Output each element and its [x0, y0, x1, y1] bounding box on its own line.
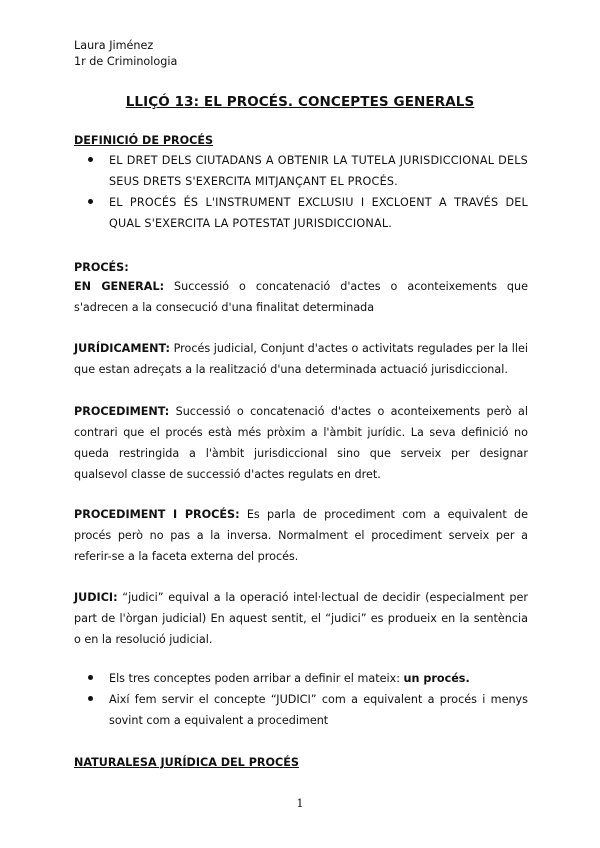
list-item: [74, 689, 528, 731]
page-title: LLIÇÓ 13: EL PROCÉS. CONCEPTES GENERALS: [125, 94, 475, 110]
bullet-text: EL DRET DELS CIUTADANS A OBTENIR LA TUTELA JURISDICCIONAL DELS SEUS DRETS S'EXERCITA MITJANÇANT EL PROCÉS.: [109, 154, 528, 188]
author-name: Laura Jiménez: [74, 39, 154, 52]
bullet-text: Així fem servir el concepte “JUDICI” com a equivalent a procés i menys sovint com a equivalent a procediment: [109, 693, 528, 727]
paragraph-en-general: [74, 276, 528, 318]
summary-bullet-list: [74, 668, 528, 731]
paragraph-juridicament: [74, 338, 528, 380]
paragraph-text: Successió o concatenació d'actes o aconteixements però al contrari que el procés està més pròxim a l'àmbit jurídic. La seva definició no queda restringida a l'àmbit jurisdiccional sino que serveix per designar qualsevol classe de successió d'actes regulats en dret.: [74, 405, 528, 481]
section-heading-definicio: DEFINICIÓ DE PROCÉS: [74, 134, 214, 147]
bullet-emphasis: un procés.: [403, 672, 470, 685]
paragraph-label: EN GENERAL:: [74, 280, 165, 293]
paragraph-label: JURÍDICAMENT:: [74, 342, 170, 355]
bullet-text: EL PROCÉS ÉS L'INSTRUMENT EXCLUSIU I EXCLOENT A TRAVÉS DEL QUAL S'EXERCITA LA POTESTAT JURISDICCIONAL.: [109, 196, 528, 230]
paragraph-label: PROCEDIMENT I PROCÉS:: [74, 508, 240, 521]
bullet-icon: [88, 199, 93, 204]
list-item: [74, 668, 528, 689]
course-name: 1r de Criminologia: [74, 55, 178, 68]
paragraph-text: Procés judicial, Conjunt d'actes o activitats regulades per la llei que estan adreçats a la realització d'una determinada actuació jurisdiccional.: [74, 342, 528, 376]
paragraph-text: Successió o concatenació d'actes o aconteixements que s'adrecen a la consecució d'una finalitat determinada: [74, 280, 528, 314]
paragraph-text: Es parla de procediment com a equivalent de procés però no pas a la inversa. Normalment el procediment serveix per a referir-se a la faceta externa del procés.: [74, 508, 528, 563]
section-heading-naturalesa: NATURALESA JURÍDICA DEL PROCÉS: [74, 756, 299, 769]
bullet-icon: [88, 157, 93, 162]
list-item: [74, 150, 528, 192]
paragraph-text: “judici” equival a la operació intel·lectual de decidir (especialment per part de l'òrgan judicial) En aquest sentit, el “judici” es produeix en la sentència o en la resolució judicial.: [74, 591, 528, 646]
paragraph-label: PROCEDIMENT:: [74, 405, 170, 418]
bullet-icon: [88, 675, 93, 680]
paragraph-procediment: [74, 401, 528, 485]
list-item: [74, 192, 528, 234]
bullet-text: Els tres conceptes poden arribar a definir el mateix:: [109, 672, 404, 685]
paragraph-judici: [74, 587, 528, 650]
page-number: 1: [296, 797, 304, 810]
definicio-bullet-list: [74, 150, 528, 234]
paragraph-procediment-i-proces: [74, 504, 528, 567]
paragraph-label: JUDICI:: [74, 591, 118, 604]
proces-heading: PROCÉS:: [74, 261, 129, 274]
bullet-icon: [88, 696, 93, 701]
